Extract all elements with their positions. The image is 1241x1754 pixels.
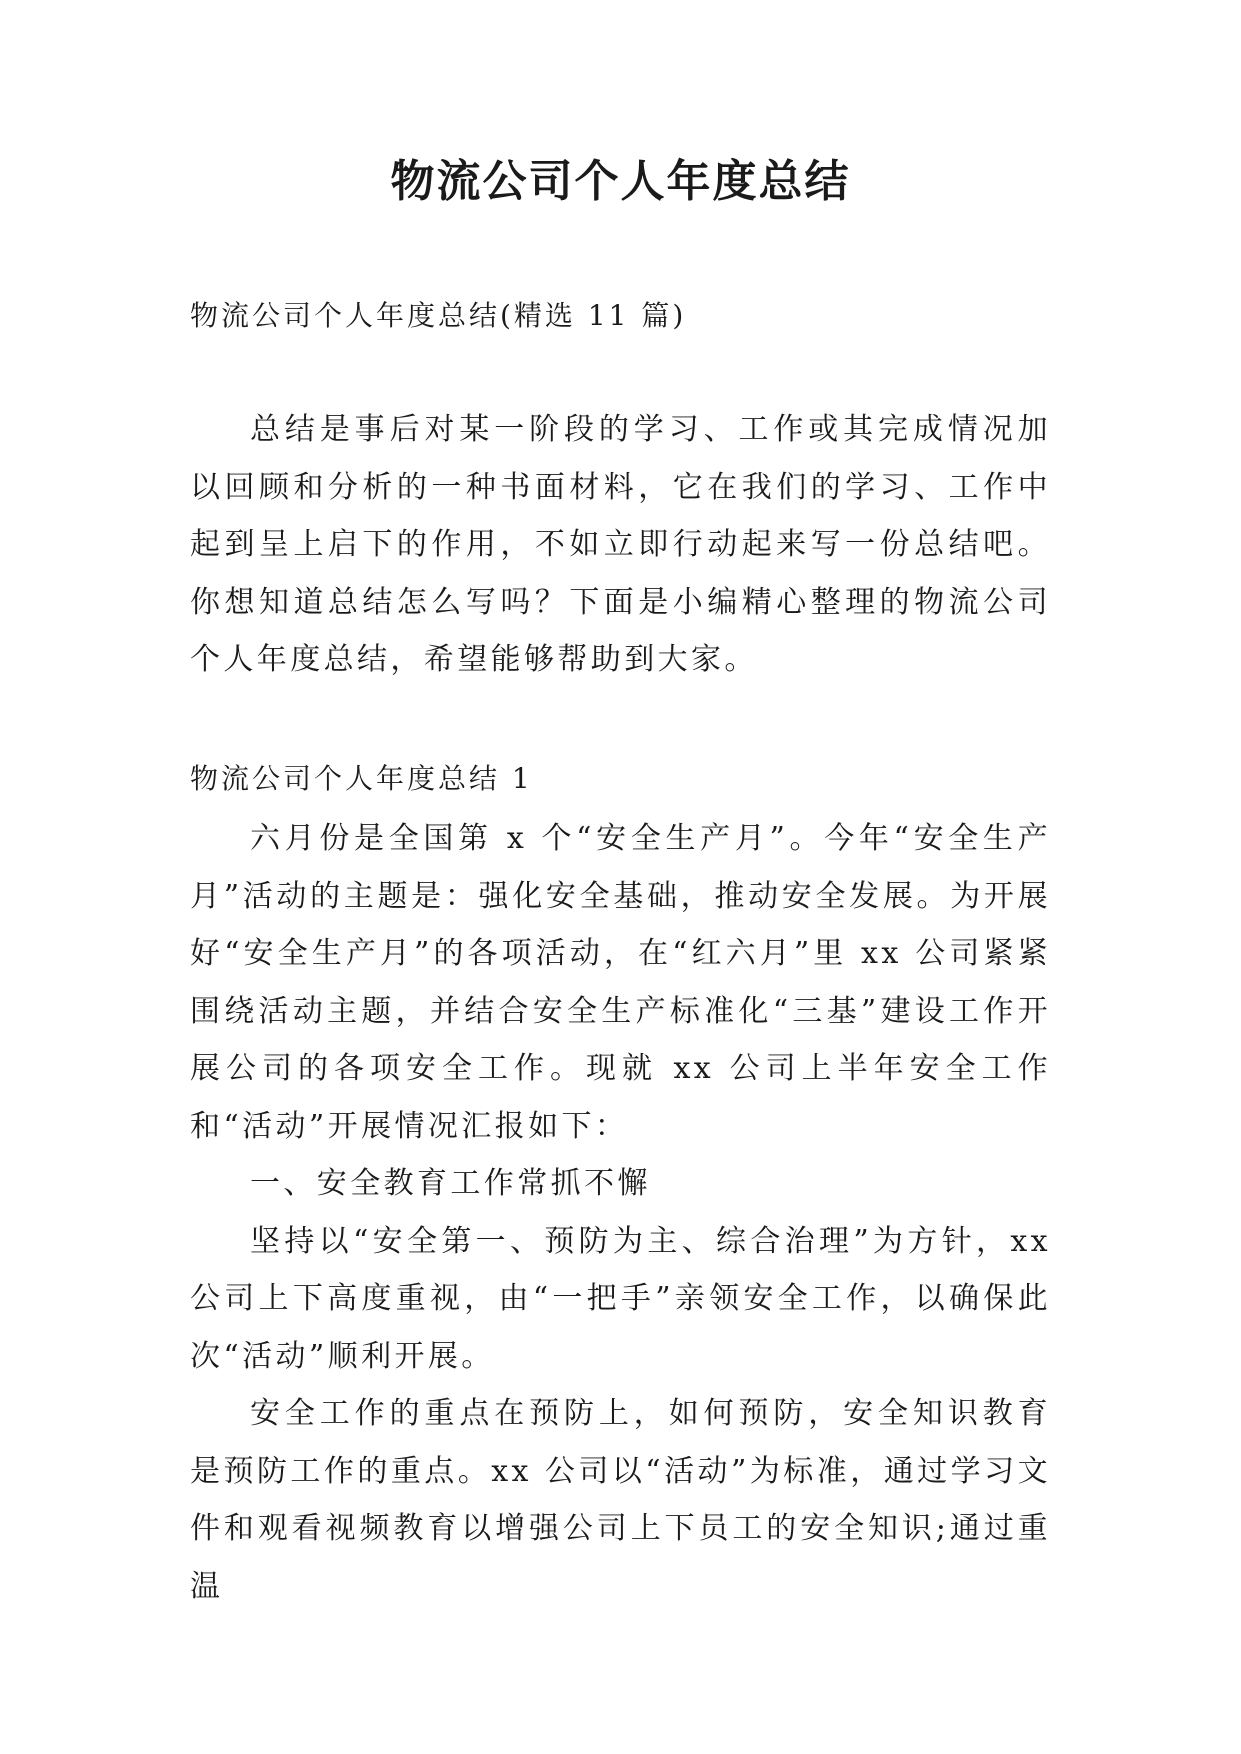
paragraph-2-subheading: 一、安全教育工作常抓不懈 — [250, 1166, 651, 1201]
section-heading: 物流公司个人年度总结 1 — [190, 762, 533, 795]
intro-paragraph: 总结是事后对某一阶段的学习、工作或其完成情况加以回顾和分析的一种书面材料，它在我们的学习、工作中起到呈上启下的作用，不如立即行动起来写一份总结吧。你想知道总结怎么写吗？下面是小编精心整理的物流公司个人年度总结，希望能够帮助到大家。 — [190, 412, 1051, 677]
paragraph-1: 六月份是全国第 x 个“安全生产月”。今年“安全生产月”活动的主题是：强化安全基础，推动安全发展。为开展好“安全生产月”的各项活动，在“红六月”里 xx 公司紧紧围绕活动主题，并结合安全生产标准化“三基”建设工作开展公司的各项安全工作。现就 xx 公司上半年安全工作和“活动”开展情况汇报如下： — [190, 821, 1051, 1144]
document-title: 物流公司个人年度总结 — [390, 156, 851, 207]
paragraph-4: 安全工作的重点在预防上，如何预防，安全知识教育是预防工作的重点。xx 公司以“活动”为标准，通过学习文件和观看视频教育以增强公司上下员工的安全知识;通过重温 — [190, 1396, 1051, 1604]
document-subtitle: 物流公司个人年度总结(精选 11 篇) — [190, 299, 687, 332]
paragraph-3: 坚持以“安全第一、预防为主、综合治理”为方针，xx 公司上下高度重视，由“一把手”亲领安全工作，以确保此次“活动”顺利开展。 — [190, 1223, 1051, 1374]
article-body — [190, 810, 1051, 1615]
